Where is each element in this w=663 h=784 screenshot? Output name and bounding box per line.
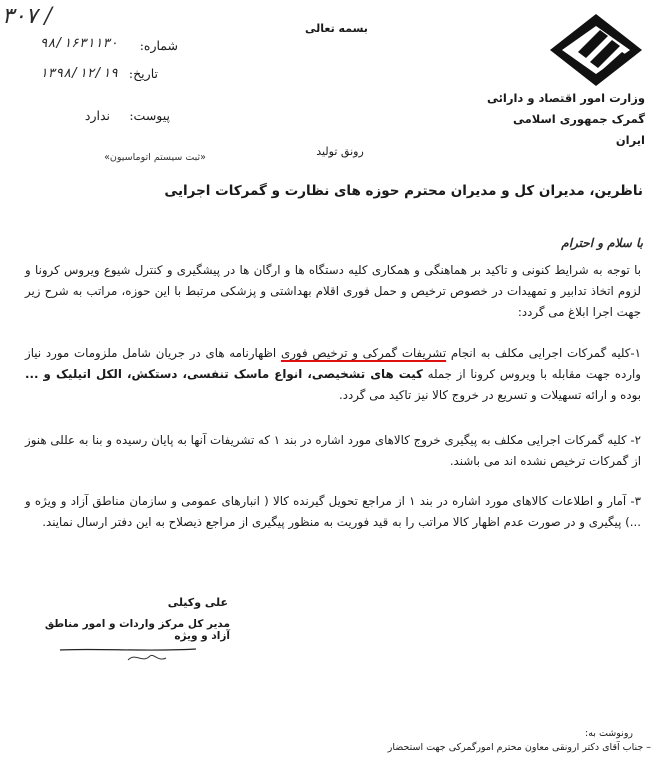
p1-bold: کیت های تشخیصی، انواع ماسک تنفسی، دستکش، الکل اتیلیک و ... — [25, 367, 423, 381]
bismillah: بسمه تعالی — [305, 22, 368, 35]
system-note: «ثبت سیستم اتوماسیون» — [104, 152, 206, 163]
handwritten-number: ۳۰۷ / — [2, 4, 52, 29]
date-value: ۱۳۹۸/۱۲/۱۹ — [39, 66, 118, 81]
customs-logo — [548, 12, 644, 88]
bullet-icon: – — [643, 742, 651, 753]
ministry-name — [485, 88, 645, 151]
slogan: رونق تولید — [316, 145, 364, 158]
p1-underlined: تشریفات گمرکی و ترخیص فوری — [280, 346, 447, 360]
paragraph-3: ۳- آمار و اطلاعات کالاهای مورد اشاره در بند ۱ از مراجع تحویل گیرنده کالا ( انبارهای عمومی و سازمان مناطق آزاد و ویژه و ...) پیگیری و در صورت عدم اظهار کالا مراتب را به قید فوریت به منظور پیگیری از مراجع ذیصلاح به این دفتر ارسال نمایند. — [25, 494, 641, 529]
p1-before: ۱-کلیه گمرکات اجرایی مکلف به انجام — [446, 346, 642, 360]
greeting: با سلام و احترام — [561, 236, 643, 250]
attachment-value: ندارد — [84, 108, 110, 123]
paragraph-1 — [25, 343, 641, 406]
paragraph-2: ۲- کلیه گمرکات اجرایی مکلف به پیگیری خروج کالاهای مورد اشاره در بند ۱ که تشریفات آنها به پایان رسیده و بنا به عللی هنوز از گمرکات ترخیص نشده اند می باشند. — [25, 433, 641, 468]
number-label: شماره: — [139, 38, 178, 53]
ministry-line-2: گمرک جمهوری اسلامی ایران — [512, 112, 645, 147]
p1-after: بوده و ارائه تسهیلات و تسریع در خروج کالا نیز تاکید می گردد. — [338, 388, 641, 402]
copies-item — [91, 742, 651, 753]
date-label: تاریخ: — [128, 66, 158, 81]
signatory-name: علی وکیلی — [167, 596, 228, 609]
ministry-line-1: وزارت امور اقتصاد و دارائی — [486, 91, 645, 105]
addressee: ناظرین، مدیران کل و مدیران محترم حوزه های نظارت و گمرکات اجرایی — [164, 183, 643, 199]
p1-middle: اظهارنامه های در جریان شامل ملزومات مورد نیاز وارده جهت مقابله با ویروس کرونا از جمله — [25, 346, 641, 381]
signatory-title: مدیر کل مرکز واردات و امور مناطق آزاد و ویژه — [44, 618, 230, 642]
intro-paragraph: با توجه به شرایط کنونی و تاکید بر هماهنگی و همکاری کلیه دستگاه ها و ارگان ها در پیشگیری و کنترل شیوع ویروس کرونا و لزوم اتخاذ تدابیر و تمهیدات در خصوص ترخیص و حمل فوری اقلام بهداشتی و پزشکی مرتبط با این حوزه، مراتب به شرح زیر جهت اجرا ابلاغ می گردد: — [25, 263, 641, 319]
copies-item-text: جناب آقای دکتر ارونقی معاون محترم امورگمرکی جهت استحضار — [387, 742, 644, 753]
copies-label: رونوشت به: — [585, 728, 633, 739]
signature-mark — [58, 638, 198, 668]
attachment-label: پیوست: — [129, 108, 170, 123]
number-value: ۹۸/۱۶۳۱۱۳۰ — [39, 36, 118, 51]
